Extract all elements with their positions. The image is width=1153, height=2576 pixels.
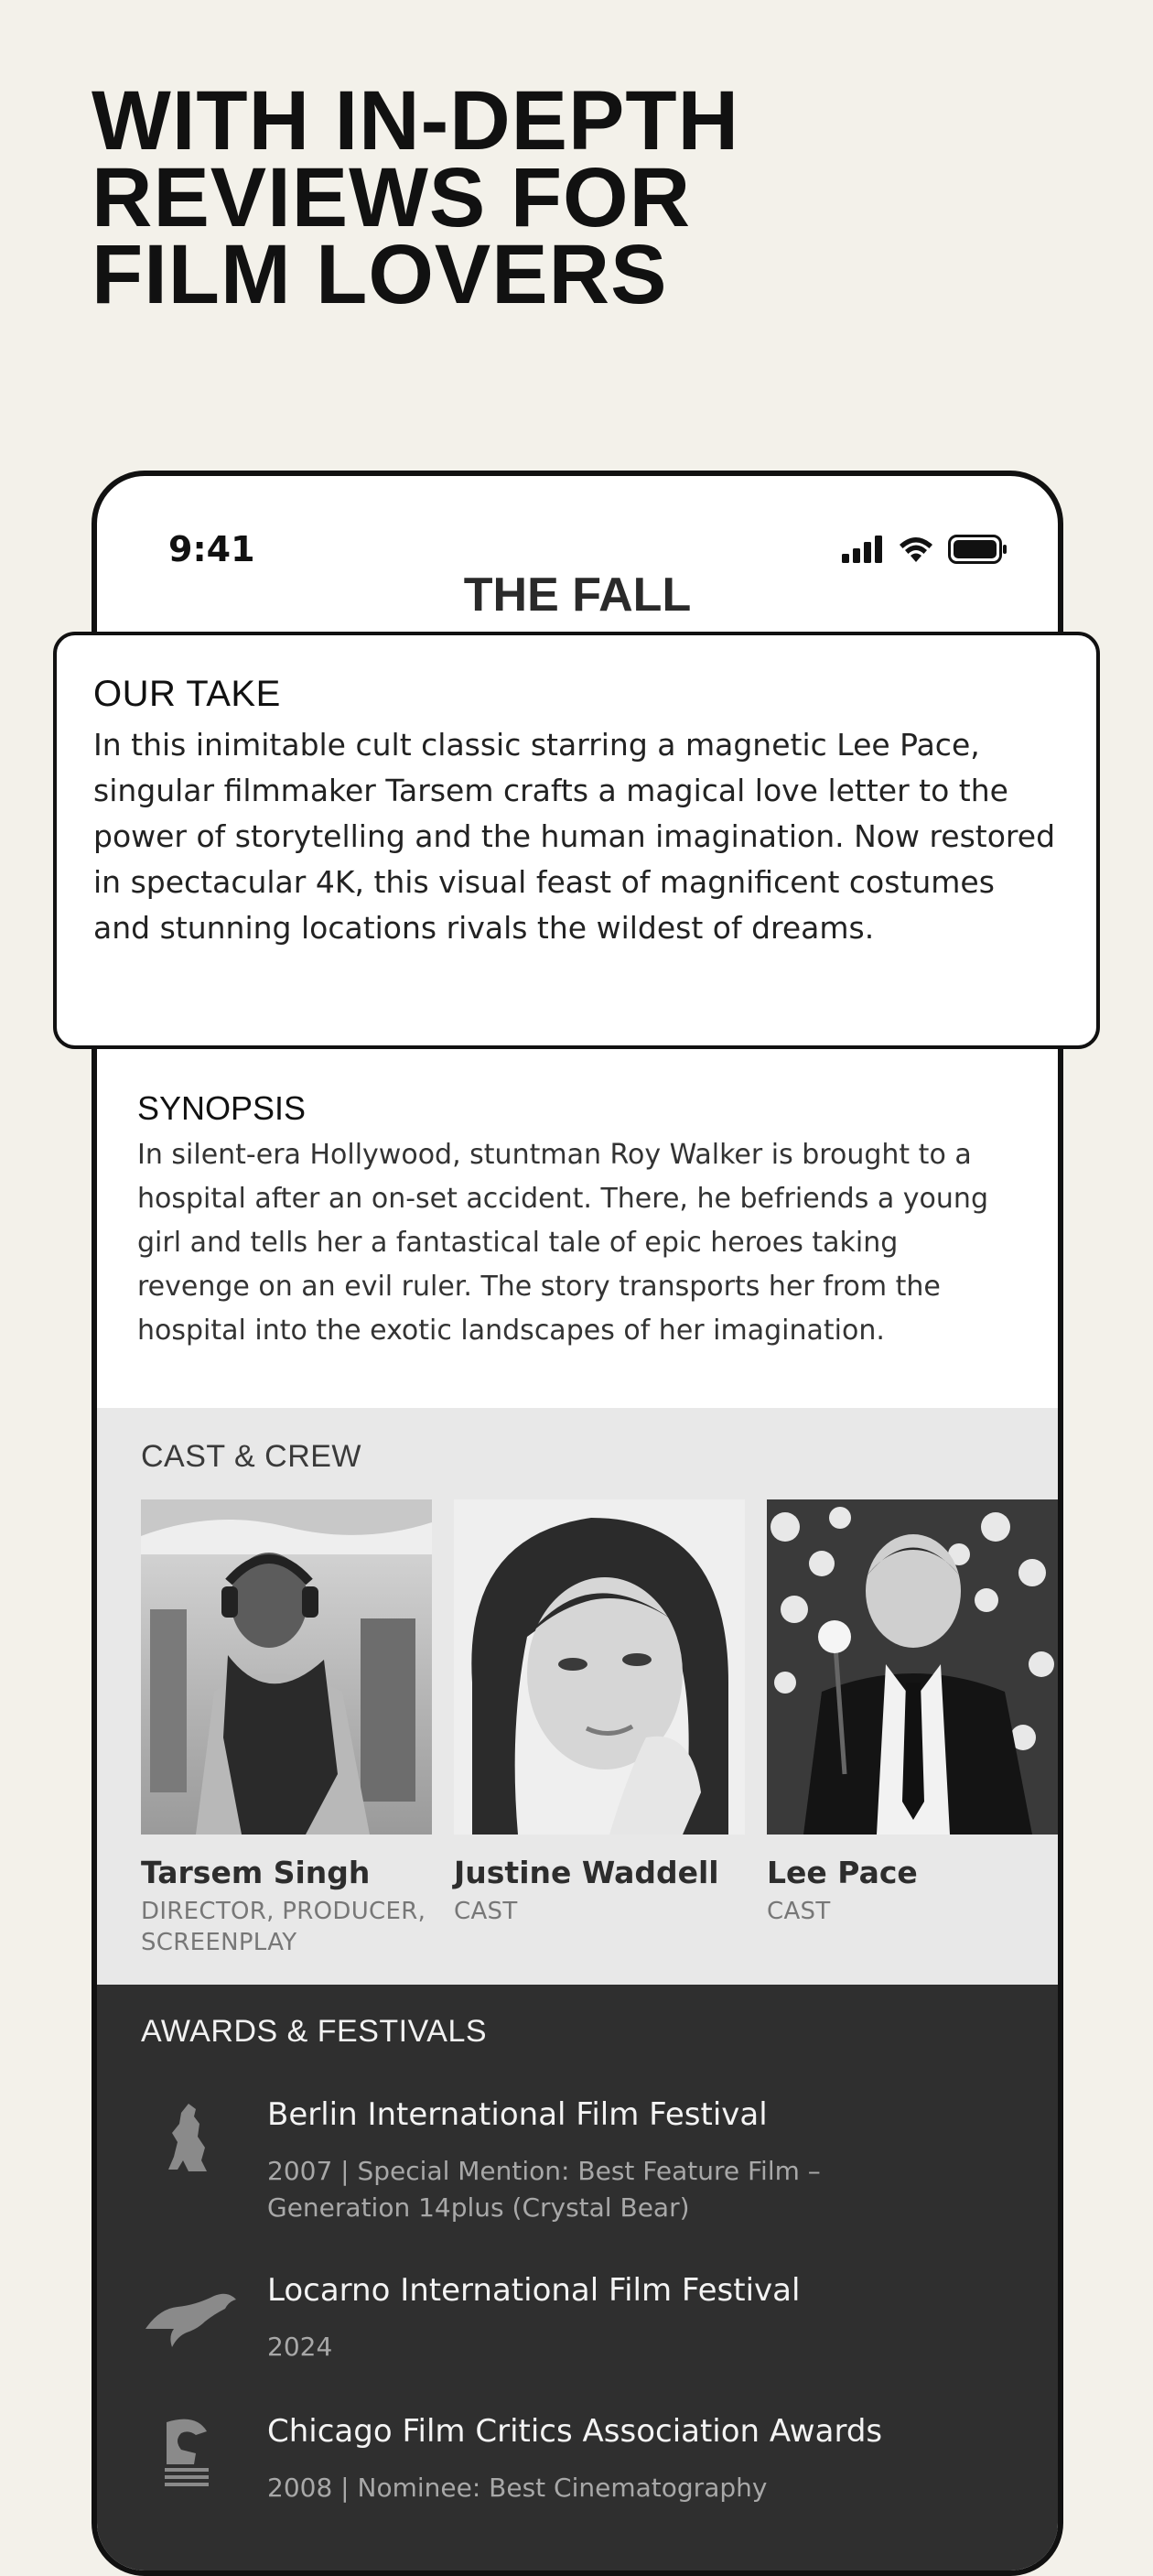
our-take-card	[53, 632, 1100, 1049]
awards-section	[97, 1985, 1058, 2576]
award-name: Locarno International Film Festival	[267, 2272, 801, 2309]
cast-name: Lee Pace	[767, 1855, 918, 1890]
award-name: Chicago Film Critics Association Awards	[267, 2413, 883, 2450]
chicago-critics-logo-icon	[141, 2413, 242, 2495]
award-name: Berlin International Film Festival	[267, 2096, 768, 2133]
wifi-icon	[897, 535, 935, 564]
synopsis-section	[137, 1089, 1016, 1353]
leopard-icon	[141, 2272, 242, 2354]
synopsis-body: In silent-era Hollywood, stuntman Roy Walker is brought to a hospital after an on-set accident. There, he befriends a young girl and tells her a fantastical tale of epic heroes taking revenge on an evil ruler. The story transports her from the hospital into the exotic landscapes of her imagination.	[137, 1139, 988, 1347]
cast-name: Justine Waddell	[454, 1855, 719, 1890]
cast-photo	[767, 1499, 1058, 1835]
cast-crew-heading: CAST & CREW	[141, 1439, 362, 1474]
cast-card-lee-pace[interactable]	[767, 1499, 1058, 1958]
battery-icon	[948, 535, 1008, 564]
cast-role: DIRECTOR, PRODUCER, SCREENPLAY	[141, 1898, 426, 1956]
award-detail: 2024	[267, 2332, 333, 2362]
awards-heading: AWARDS & FESTIVALS	[141, 2014, 488, 2049]
actor-photo-illustration	[767, 1499, 1058, 1835]
cast-card-tarsem-singh[interactable]	[141, 1499, 432, 1958]
award-detail: 2008 | Nominee: Best Cinematography	[267, 2473, 768, 2503]
actress-photo-illustration	[454, 1499, 745, 1835]
signal-icon	[842, 536, 884, 563]
status-icons	[842, 535, 1008, 564]
marketing-headline	[92, 74, 740, 321]
cast-card-justine-waddell[interactable]	[454, 1499, 745, 1958]
cast-crew-section	[97, 1408, 1058, 1985]
headline-line-3: FILM LOVERS	[92, 228, 668, 321]
director-photo-illustration	[141, 1499, 432, 1835]
cast-photo	[141, 1499, 432, 1835]
cast-role: CAST	[454, 1898, 518, 1925]
our-take-heading: OUR TAKE	[93, 674, 281, 714]
bear-icon	[141, 2096, 242, 2179]
cast-list[interactable]	[141, 1499, 1058, 1958]
status-time: 9:41	[168, 529, 255, 569]
cast-photo	[454, 1499, 745, 1835]
cast-role: CAST	[767, 1898, 831, 1925]
cast-name: Tarsem Singh	[141, 1855, 371, 1890]
award-detail: 2007 | Special Mention: Best Feature Film – Generation 14plus (Crystal Bear)	[267, 2156, 821, 2223]
our-take-body: In this inimitable cult classic starring a magnetic Lee Pace, singular filmmaker Tarsem crafts a magical love letter to the power of storytelling and the human imagination. Now restored in spectacular 4K, this visual feast of magnificent costumes and stunning locations rivals the wildest of dreams.	[93, 727, 1056, 946]
movie-title: THE FALL	[463, 568, 692, 622]
headline-line-2: REVIEWS FOR	[92, 151, 692, 244]
synopsis-heading: SYNOPSIS	[137, 1089, 307, 1127]
headline-line-1: WITH IN-DEPTH	[92, 74, 740, 168]
